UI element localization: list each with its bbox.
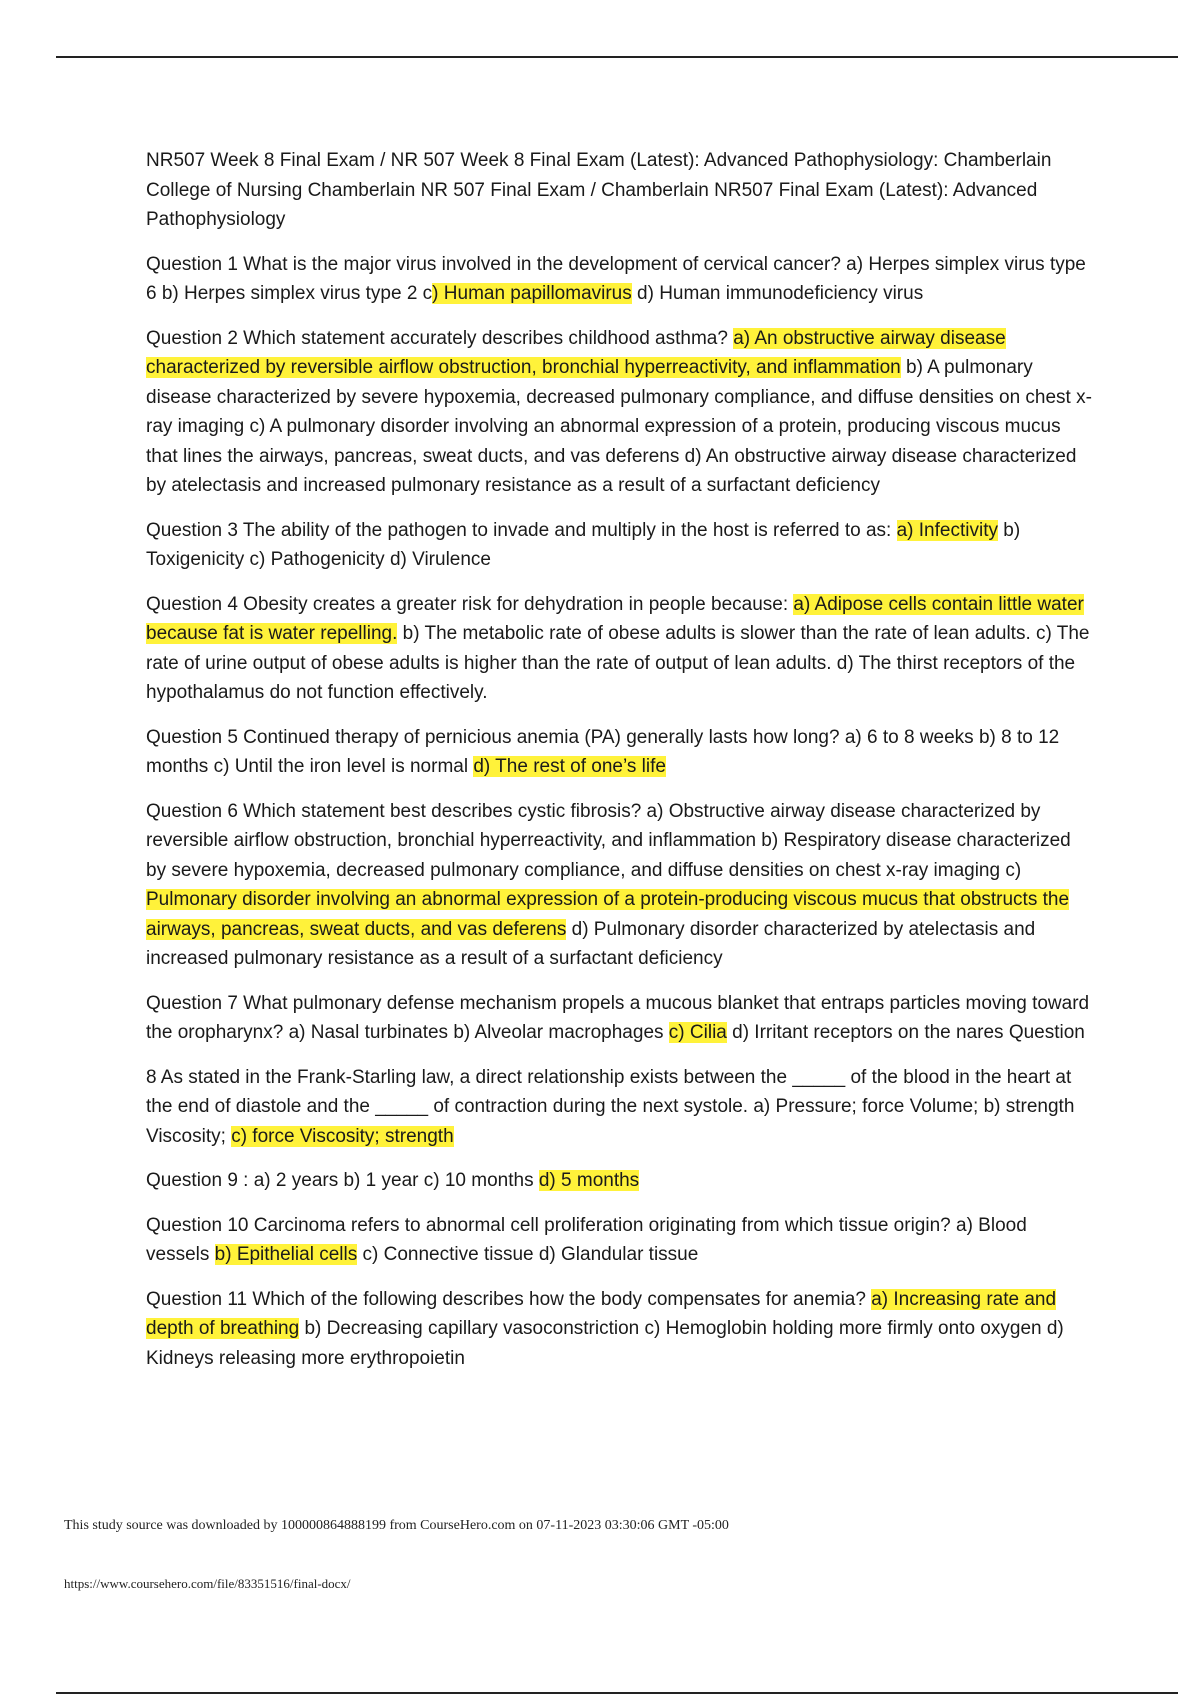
question-text-rest: d) Irritant receptors on the nares Question <box>726 1022 1085 1043</box>
question-text: Question 3 The ability of the pathogen to invade and multiply in the host is referred to as: <box>146 519 897 541</box>
question-text: Question 1 What is the major virus involved in the development of cervical cancer? a) Herpes simplex virus type 6 b) Herpes simplex virus type 2 c <box>146 253 1086 304</box>
download-source-notice: This study source was downloaded by 100000864888199 from CourseHero.com on 07-11-2023 03:30:06 GMT -05:00 <box>64 1518 729 1533</box>
question-text: Question 2 Which statement accurately describes childhood asthma? <box>146 327 734 349</box>
highlighted-answer: a) Adipose cells contain little water because fat is water repelling. <box>146 593 1084 644</box>
question-11 <box>146 1285 1094 1374</box>
question-text-rest: b) A pulmonary disease characterized by severe hypoxemia, decreased pulmonary compliance, and diffuse densities on chest x-ray imaging c) A pulmonary disorder involving an abnormal expression of a protein, producing viscous mucus that lines the airways, pancreas, sweat ducts, and vas deferens d) An obstructive airway disease characterized by atelectasis and increased pulmonary resistance as a result of a surfactant deficiency <box>146 357 1092 496</box>
question-4 <box>146 590 1094 708</box>
highlighted-answer: Pulmonary disorder involving an abnormal expression of a protein-producing viscous mucus that obstructs the airways, pancreas, sweat ducts, and vas deferens <box>146 889 1070 940</box>
question-text: Question 11 Which of the following describes how the body compensates for anemia? <box>146 1288 872 1310</box>
question-7 <box>146 989 1094 1048</box>
question-1 <box>146 250 1094 309</box>
highlighted-answer: d) The rest of one’s life <box>473 756 666 777</box>
question-text: Question 7 What pulmonary defense mechanism propels a mucous blanket that entraps particles moving toward the oropharynx? a) Nasal turbinates b) Alveolar macrophages <box>146 992 1090 1043</box>
question-text-rest: d) Human immunodeficiency virus <box>631 283 924 304</box>
question-3 <box>146 516 1094 575</box>
question-9 <box>146 1166 1094 1196</box>
highlighted-answer: ) Human papillomavirus <box>432 283 632 304</box>
question-text: Question 6 Which statement best describes cystic fibrosis? a) Obstructive airway disease characterized by reversible airflow obstruction, bronchial hyperreactivity, and inflammation b) Respiratory disease characterized by severe hypoxemia, decreased pulmonary compliance, and diffuse densities on chest x-ray imaging c) <box>146 800 1071 881</box>
question-text: 8 As stated in the Frank-Starling law, a direct relationship exists between the _____ of the blood in the heart at the end of diastole and the _____ of contraction during the next systole. a) Pressure; force Volume; b) strength Viscosity; <box>146 1066 1075 1147</box>
highlighted-answer: a) An obstructive airway disease characterized by reversible airflow obstruction, bronchial hyperreactivity, and inflammation <box>146 327 1006 378</box>
highlighted-answer: a) Infectivity <box>896 519 998 541</box>
question-text: Question 10 Carcinoma refers to abnormal cell proliferation originating from which tissue origin? a) Blood vessels <box>146 1214 1027 1265</box>
question-5 <box>146 723 1094 782</box>
question-text: Question 4 Obesity creates a greater risk for dehydration in people because: <box>146 593 794 615</box>
question-8 <box>146 1063 1094 1152</box>
document-body <box>146 146 1094 1388</box>
highlighted-answer: a) Increasing rate and depth of breathing <box>146 1288 1057 1339</box>
document-title: NR507 Week 8 Final Exam / NR 507 Week 8 Final Exam (Latest): Advanced Pathophysiology: Chamberlain College of Nursing Chamberlain NR 507 Final Exam / Chamberlain NR507 Final Exam (Latest): Advanced Pathophysiology <box>146 150 1052 230</box>
highlighted-answer: c) force Viscosity; strength <box>231 1125 454 1147</box>
question-text: Question 5 Continued therapy of pernicious anemia (PA) generally lasts how long? a) 6 to 8 weeks b) 8 to 12 months c) Until the iron level is normal <box>146 726 1060 777</box>
question-6 <box>146 797 1094 974</box>
question-text-rest: c) Connective tissue d) Glandular tissue <box>357 1244 699 1265</box>
top-divider <box>56 56 1178 58</box>
highlighted-answer: d) 5 months <box>538 1170 640 1191</box>
question-text-rest: d) Pulmonary disorder characterized by atelectasis and increased pulmonary resistance as a result of a surfactant deficiency <box>146 918 1036 969</box>
question-text-rest: b) Decreasing capillary vasoconstriction c) Hemoglobin holding more firmly onto oxygen d) Kidneys releasing more erythropoietin <box>146 1318 1064 1369</box>
question-2 <box>146 324 1094 501</box>
question-text-rest: b) The metabolic rate of obese adults is slower than the rate of lean adults. c) The rate of urine output of obese adults is higher than the rate of output of lean adults. d) The thirst receptors of the hypothalamus do not function effectively. <box>146 623 1090 703</box>
question-text-rest: b) Toxigenicity c) Pathogenicity d) Virulence <box>146 519 1021 570</box>
highlighted-answer: c) Cilia <box>668 1022 727 1043</box>
question-text: Question 9 : a) 2 years b) 1 year c) 10 months <box>146 1170 539 1191</box>
source-url: https://www.coursehero.com/file/83351516/final-docx/ <box>64 1576 351 1591</box>
highlighted-answer: b) Epithelial cells <box>214 1244 358 1265</box>
bottom-divider <box>56 1692 1178 1694</box>
question-10 <box>146 1211 1094 1270</box>
